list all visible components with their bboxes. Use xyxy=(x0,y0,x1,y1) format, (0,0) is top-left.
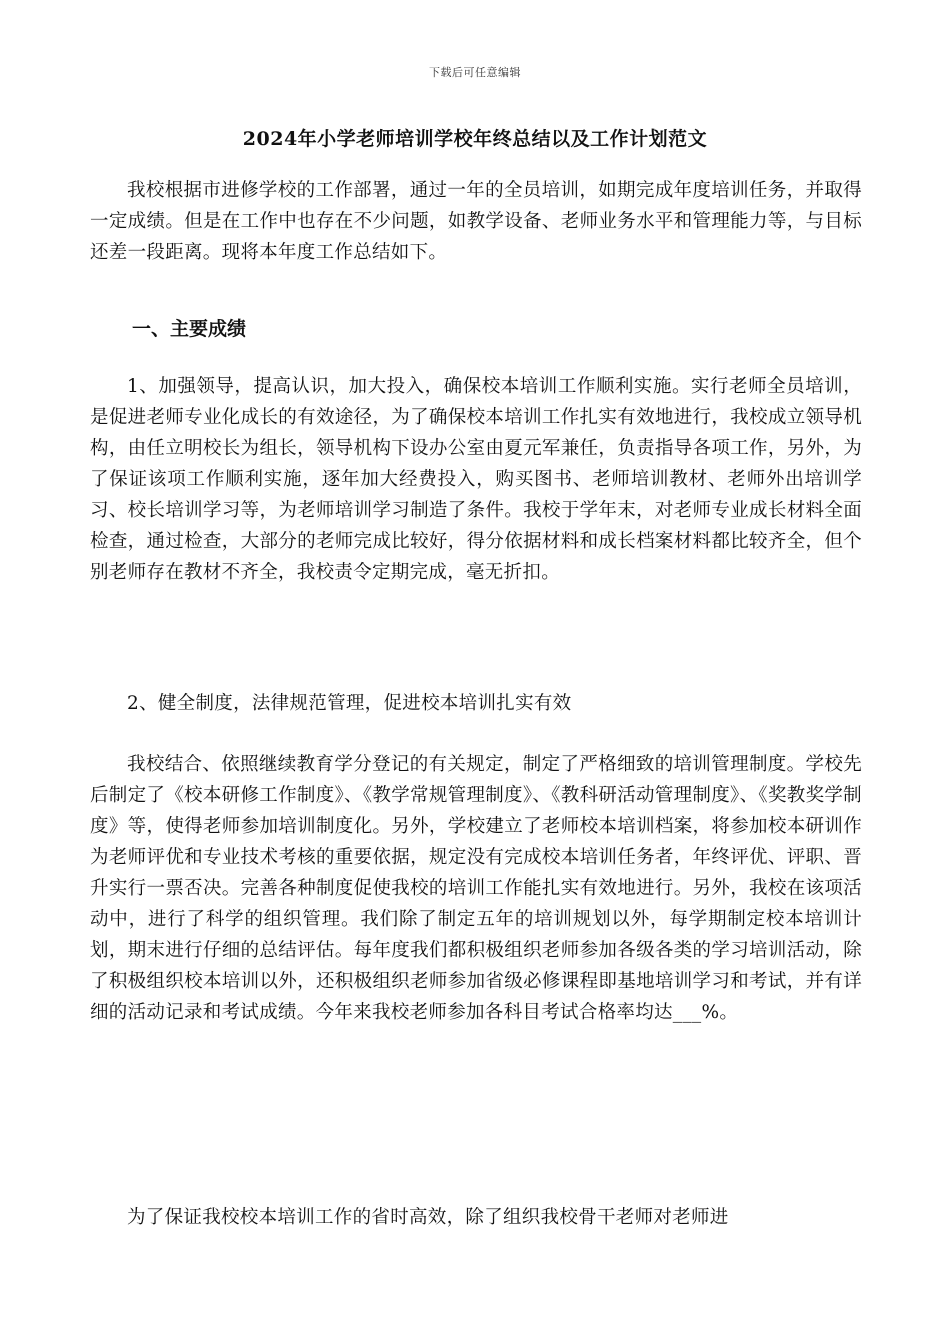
paragraph-item-1: 1、加强领导，提高认识，加大投入，确保校本培训工作顺利实施。实行老师全员培训，是促进老师专业化成长的有效途径，为了确保校本培训工作扎实有效地进行，我校成立领导机构，由任立明校长为组长，领导机构下设办公室由夏元军兼任，负责指导各项工作，另外，为了保证该项工作顺利实施，逐年加大经费投入，购买图书、老师培训教材、老师外出培训学习、校长培训学习等，为老师培训学习制造了条件。我校于学年末，对老师专业成长材料全面检查，通过检查，大部分的老师完成比较好，得分依据材料和成长档案材料都比较齐全，但个别老师存在教材不齐全，我校责令定期完成，毫无折扣。 xyxy=(90,376,862,583)
paragraph-item-2-heading: 2、健全制度，法律规范管理，促进校本培训扎实有效 xyxy=(127,693,572,714)
document-title: 2024年小学老师培训学校年终总结以及工作计划范文 xyxy=(242,128,708,150)
paragraph-item-2-body: 我校结合、依照继续教育学分登记的有关规定，制定了严格细致的培训管理制度。学校先后制定了《校本研修工作制度》、《教学常规管理制度》、《教科研活动管理制度》、《奖教奖学制度》等，使得老师参加培训制度化。另外，学校建立了老师校本培训档案，将参加校本研训作为老师评优和专业技术考核的重要依据，规定没有完成校本培训任务者，年终评优、评职、晋升实行一票否决。完善各种制度促使我校的培训工作能扎实有效地进行。另外，我校在该项活动中，进行了科学的组织管理。我们除了制定五年的培训规划以外，每学期制定校本培训计划，期末进行仔细的总结评估。每年度我们都积极组织老师参加各级各类的学习培训活动，除了积极组织校本培训以外，还积极组织老师参加省级必修课程即基地培训学习和考试，并有详细的活动记录和考试成绩。今年来我校老师参加各科目考试合格率均达___%。 xyxy=(90,754,862,1023)
page-header-note: 下载后可任意编辑 xyxy=(429,66,521,79)
intro-paragraph: 我校根据市进修学校的工作部署，通过一年的全员培训，如期完成年度培训任务，并取得一定成绩。但是在工作中也存在不少问题，如教学设备、老师业务水平和管理能力等，与目标还差一段距离。现将本年度工作总结如下。 xyxy=(90,180,862,263)
section-heading-main-achievements: 一、主要成绩 xyxy=(132,318,247,340)
paragraph-item-3-start: 为了保证我校校本培训工作的省时高效，除了组织我校骨干老师对老师进 xyxy=(127,1207,729,1228)
